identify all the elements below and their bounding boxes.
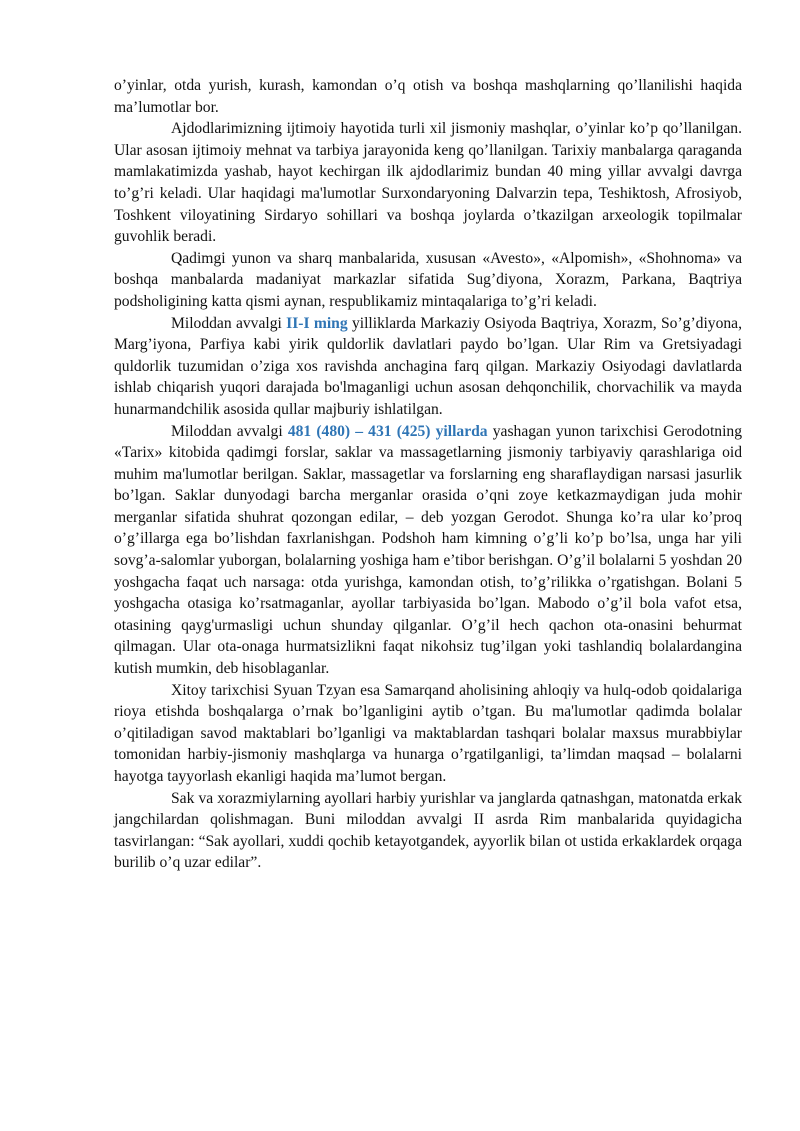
- body-paragraph: [114, 248, 742, 313]
- highlighted-date: 481 (480) – 431 (425) yillarda: [287, 422, 488, 440]
- body-paragraph: [114, 788, 742, 874]
- body-paragraph: [114, 118, 742, 248]
- highlighted-date: II-I ming: [286, 314, 348, 332]
- paragraph-text: Xitoy tarixchisi Syuan Tzyan esa Samarqand aholisining ahloqiy va hulq-odob qoidalariga rioya etishda boshqalarga o’rnak bo’lganligini aytib o’tgan. Bu ma'lumotlar qadimda bolalar o’qitiladigan savod maktablari bo’lganligi va maktablardan tashqari bolalar maxsus murabbiylar tomonidan harbiy-jismoniy mashqlarga va hunarga o’rgatilganligi, ta’limdan maqsad – bolalarni hayotga tayyorlash ekanligi haqida ma’lumot bergan.: [114, 681, 742, 785]
- body-paragraph: [114, 680, 742, 788]
- paragraph-text: Miloddan avvalgi: [171, 314, 287, 332]
- body-paragraph: [114, 421, 742, 680]
- paragraph-text: Qadimgi yunon va sharq manbalarida, xususan «Avesto», «Alpomish», «Shohnoma» va boshqa manbalarda madaniyat markazlar sifatida Sug’diyona, Xorazm, Parkana, Baqtriya podsholigining katta qismi aynan, respublikamiz mintaqalariga to’g’ri keladi.: [114, 249, 742, 310]
- paragraph-text: Sak va xorazmiylarning ayollari harbiy yurishlar va janglarda qatnashgan, matonatda erkak jangchilardan qolishmagan. Buni miloddan avvalgi II asrda Rim manbalarida quyidagicha tasvirlangan: “Sak ayollari, xuddi qochib ketayotgandek, ayyorlik bilan ot ustida erkaklardek orqaga burilib o’q uzar edilar”.: [114, 789, 742, 872]
- paragraph-text: yilliklarda Markaziy Osiyoda Baqtriya, Xorazm, So’g’diyona, Marg’iyona, Parfiya kabi yirik quldorlik davlatlari paydo bo’lgan. Ular Rim va Gretsiyadagi quldorlik tuzumidan o’ziga xos ravishda anchagina farq qilgan. Markaziy Osiyodagi davlatlarda ishlab chiqarish yuqori darajada bo'lmaganligi uchun asosan dehqonchilik, chorvachilik va mayda hunarmandchilik asosida qullar majburiy ishlatilgan.: [114, 314, 742, 418]
- body-paragraph: [114, 313, 742, 421]
- paragraph-text: o’yinlar, otda yurish, kurash, kamondan o’q otish va boshqa mashqlarning qo’llanilishi haqida ma’lumotlar bor.: [114, 77, 742, 116]
- body-paragraph: [114, 75, 742, 118]
- paragraph-text: yashagan yunon tarixchisi Gerodotning «Tarix» kitobida qadimgi forslar, saklar va massagetlarning jismoniy tarbiyaviy qarashlariga oid muhim ma'lumotlar berilgan. Saklar, massagetlar va forslarning eng sharaflaydigan narsasi jasurlik bo’lgan. Saklar dunyodagi barcha merganlar orasida o’qni zoye ketkazmaydigan juda mohir merganlar sifatida shuhrat qozongan edilar, – deb yozgan Gerodot. Shunga ko’ra ular ko’proq o’g’illarga ega bo’lishdan faxrlanishgan. Podshoh ham kimning o’g’li ko’p bo’lsa, unga har yili sovg’a-salomlar yuborgan, bolalarning yoshiga ham e’tibor berishgan. O’g’il bolalarni 5 yoshdan 20 yoshgacha faqat uch narsaga: otda yurishga, kamondan otish, to’g’rilikka o’rgatishgan. Bolani 5 yoshgacha otasiga ko’rsatmaganlar, ayollar tarbiyasida bo’lgan. Mabodo o’g’il bola vafot etsa, otasining qayg'urmasligi uchun shunday qilganlar. O’g’il hech qachon ota-onasini behurmat qilmagan. Ular ota-onaga hurmatsizlikni faqat nikohsiz tug’ilgan yoki tashlandiq bolalardangina kutish mumkin, deb hisoblaganlar.: [114, 422, 742, 678]
- paragraph-text: Miloddan avvalgi: [171, 422, 288, 440]
- document-page: [114, 75, 742, 874]
- paragraph-text: Ajdodlarimizning ijtimoiy hayotida turli xil jismoniy mashqlar, o’yinlar ko’p qo’llanilgan. Ular asosan ijtimoiy mehnat va tarbiya jarayonida keng qo’llanilgan. Tarixiy manbalarga qaraganda mamlakatimizda yashab, hayot kechirgan ilk ajdodlarimiz bundan 40 ming yillar avvalgi davrga to’g’ri keladi. Ular haqidagi ma'lumotlar Surxondaryoning Dalvarzin tepa, Teshiktosh, Afrosiyob, Toshkent viloyatining Sirdaryo sohillari va boshqa joylarda o’tkazilgan arxeologik topilmalar guvohlik beradi.: [114, 120, 742, 246]
